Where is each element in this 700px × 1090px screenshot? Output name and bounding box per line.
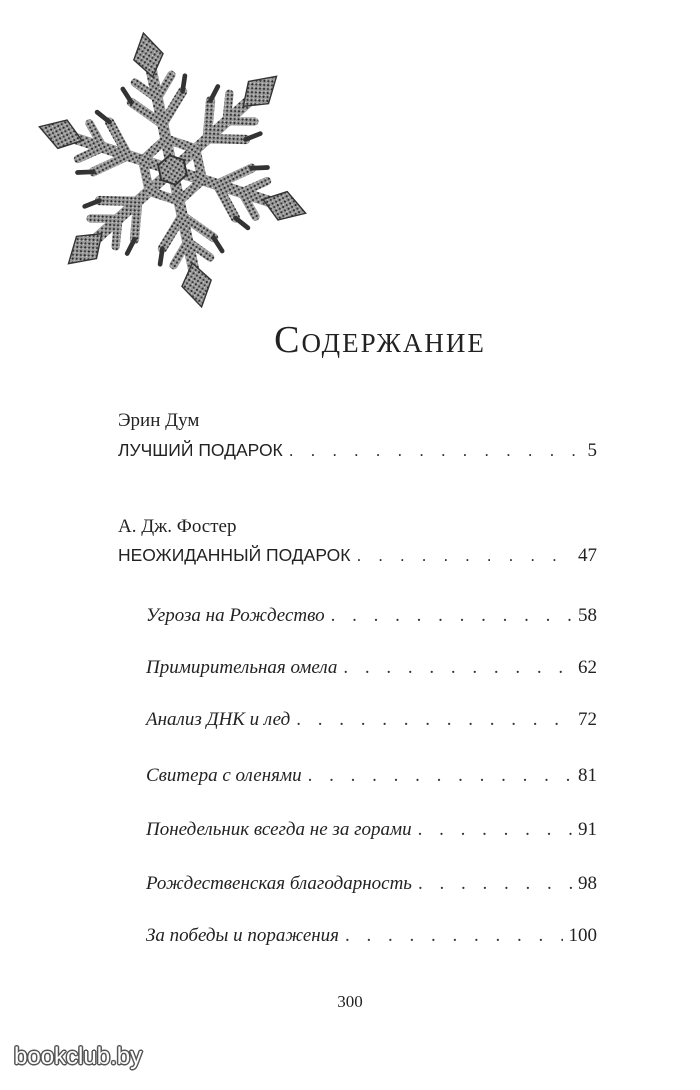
toc-subentry-title: Анализ ДНК и лед bbox=[146, 709, 291, 730]
toc-subentry-title: Рождественская благодарность bbox=[146, 873, 412, 894]
author-name: А. Дж. Фостер bbox=[118, 516, 237, 537]
toc-subentry-title: Угроза на Рождество bbox=[146, 605, 325, 626]
toc-subentry[interactable] bbox=[146, 925, 597, 947]
dot-leader bbox=[289, 440, 582, 461]
toc-subentry-title: Примирительная омела bbox=[146, 657, 338, 678]
watermark: bookclub.by bbox=[14, 1043, 143, 1070]
toc-subentry-title: За победы и поражения bbox=[146, 925, 340, 946]
toc-subentry[interactable] bbox=[146, 873, 597, 895]
toc-subentry[interactable] bbox=[146, 657, 597, 679]
toc-subentry[interactable] bbox=[146, 819, 597, 841]
toc-subentry-page: 81 bbox=[578, 765, 597, 786]
page-number: 300 bbox=[337, 992, 363, 1011]
toc-entry-page: 47 bbox=[578, 545, 597, 566]
toc-subentry-page: 100 bbox=[568, 925, 597, 946]
toc-subentry[interactable] bbox=[146, 765, 597, 787]
toc-subentry-page: 62 bbox=[578, 657, 597, 678]
toc-entry[interactable] bbox=[118, 440, 597, 462]
toc-entry-title: НЕОЖИДАННЫЙ ПОДАРОК bbox=[118, 545, 351, 565]
toc-subentry-page: 91 bbox=[578, 819, 597, 840]
snowflake-icon bbox=[30, 30, 315, 310]
author-name: Эрин Дум bbox=[118, 410, 200, 431]
page-title: Содержание bbox=[274, 319, 486, 361]
toc-subentry-page: 72 bbox=[578, 709, 597, 730]
toc-entry[interactable] bbox=[118, 545, 597, 567]
dot-leader bbox=[418, 873, 572, 895]
toc-subentry-page: 58 bbox=[578, 605, 597, 626]
dot-leader bbox=[296, 709, 572, 731]
dot-leader bbox=[418, 819, 572, 841]
dot-leader bbox=[356, 545, 572, 566]
toc-subentry[interactable] bbox=[146, 605, 597, 627]
toc-entry-page: 5 bbox=[587, 440, 597, 461]
toc-subentry-title: Понедельник всегда не за горами bbox=[146, 819, 412, 840]
toc-subentry-title: Свитера с оленями bbox=[146, 765, 302, 786]
toc-entry-title: ЛУЧШИЙ ПОДАРОК bbox=[118, 440, 283, 460]
toc-subentry-page: 98 bbox=[578, 873, 597, 894]
dot-leader bbox=[345, 925, 562, 947]
toc-subentry[interactable] bbox=[146, 709, 597, 731]
dot-leader bbox=[343, 657, 572, 679]
dot-leader bbox=[331, 605, 572, 627]
dot-leader bbox=[308, 765, 572, 787]
